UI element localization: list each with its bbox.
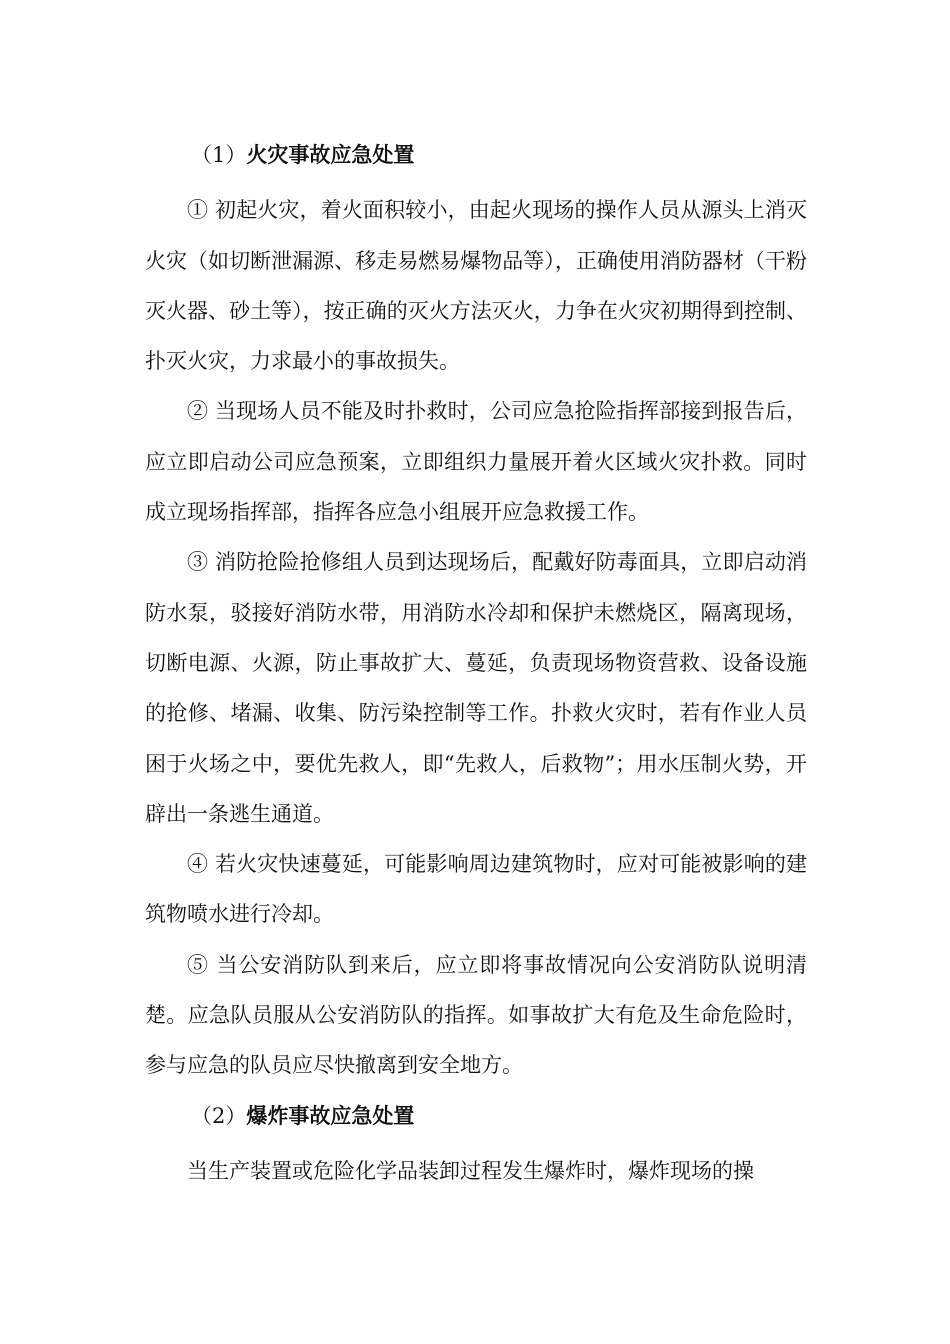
document-body [145,130,807,1196]
paragraph: ① 初起火灾，着火面积较小，由起火现场的操作人员从源头上消灭火灾（如切断泄漏源、移走易燃易爆物品等），正确使用消防器材（干粉灭火器、砂土等），按正确的灭火方法灭火，力争在火灾初期得到控制、扑灭火灾，力求最小的事故损失。 [145,198,807,374]
section-title: 火灾事故应急处置 [246,142,415,167]
section-title: 爆炸事故应急处置 [246,1102,415,1128]
paragraph: 当生产装置或危险化学品装卸过程发生爆炸时，爆炸现场的操 [187,1158,754,1183]
paragraph: ⑤ 当公安消防队到来后，应立即将事故情况向公安消防队说明清楚。应急队员服从公安消防队的指挥。如事故扩大有危及生命危险时，参与应急的队员应尽快撤离到安全地方。 [145,952,807,1078]
section-number: （2） [191,1103,247,1128]
section-heading-explosion [145,1091,807,1141]
section-number: （1） [191,143,247,167]
paragraph: ④ 若火灾快速蔓延，可能影响周边建筑物时，应对可能被影响的建筑物喷水进行冷却。 [145,852,807,927]
paragraph: ② 当现场人员不能及时扑救时，公司应急抢险指挥部接到报告后，应立即启动公司应急预案，立即组织力量展开着火区域火灾扑救。同时成立现场指挥部，指挥各应急小组展开应急救援工作。 [145,399,807,525]
paragraph: ③ 消防抢险抢修组人员到达现场后，配戴好防毒面具，立即启动消防水泵，驳接好消防水带，用消防水冷却和保护未燃烧区，隔离现场，切断电源、火源，防止事故扩大、蔓延，负责现场物资营救、设备设施的抢修、堵漏、收集、防污染控制等工作。扑救火灾时，若有作业人员困于火场之中，要优先救人，即“先救人，后救物”；用水压制火势，开辟出一条逃生通道。 [145,550,807,826]
section-heading-fire [145,130,807,180]
